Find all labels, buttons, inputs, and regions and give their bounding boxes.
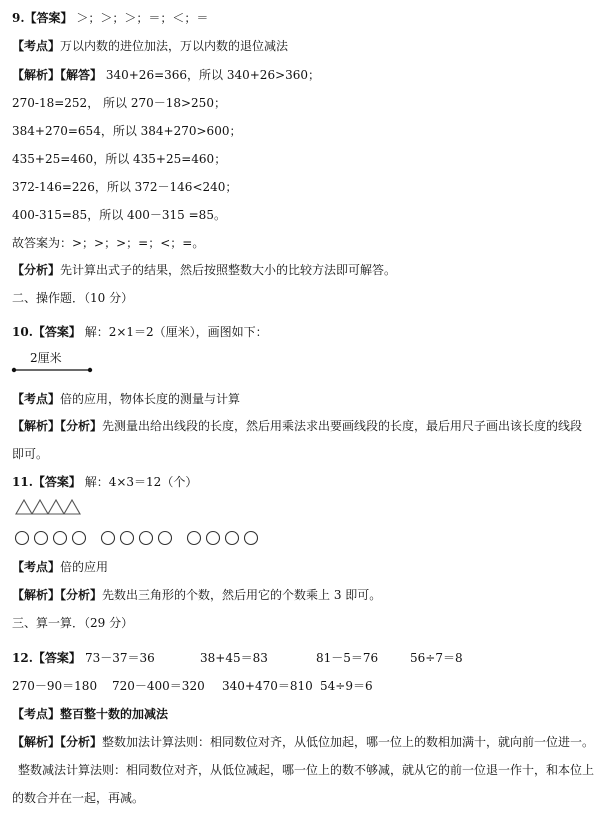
q10-kaodian-text: 倍的应用，物体长度的测量与计算 — [60, 392, 241, 406]
q9-answer — [12, 10, 208, 26]
q9-kaodian-text: 万以内数的进位加法，万以内数的退位减法 — [60, 39, 289, 53]
q11-kaodian-label: 【考点】 — [12, 560, 61, 574]
circle-shape — [102, 532, 115, 545]
q9-fenxi-text: 先计算出式子的结果，然后按照整数大小的比较方法即可解答。 — [60, 263, 397, 277]
q10-kaodian — [12, 391, 240, 407]
q12-kaodian — [12, 706, 168, 722]
q12-equation: 340+470＝810 — [222, 679, 313, 693]
line-segment-figure — [10, 365, 110, 375]
q12-equation: 54÷9＝6 — [320, 679, 373, 693]
q10-kaodian-label: 【考点】 — [12, 392, 61, 406]
circle-shape — [73, 532, 86, 545]
circle-shape — [35, 532, 48, 545]
q12-kaodian-label: 【考点】 — [12, 707, 61, 721]
circle-shape — [159, 532, 172, 545]
q9-fenxi-label: 【分析】 — [12, 263, 61, 277]
q11-kaodian-text: 倍的应用 — [60, 560, 109, 574]
circle-shape — [54, 532, 67, 545]
circle-shape — [245, 532, 258, 545]
circle-shape — [207, 532, 220, 545]
q12-jiexi — [12, 734, 594, 750]
q11-jiexi-text: 先数出三角形的个数，然后用它的个数乘上 3 即可。 — [102, 588, 382, 602]
q11-jiexi-label: 【解析】【分析】 — [12, 588, 103, 602]
q10-jiexi — [12, 412, 594, 468]
circle-shape — [121, 532, 134, 545]
section-2-title: 二、操作题．（10 分） — [12, 291, 134, 305]
triangles-figure — [14, 498, 134, 518]
q9-fenxi — [12, 262, 396, 278]
triangle-shape — [16, 500, 32, 514]
circle-shape — [226, 532, 239, 545]
q12-kaodian-text: 整百整十数的加减法 — [60, 707, 169, 721]
q12-equation: 81－5＝76 — [316, 651, 379, 665]
q10-jiexi-label: 【解析】【分析】 — [12, 419, 103, 433]
q11-answer-text: 解：4×3＝12（个） — [84, 475, 198, 489]
q10-answer — [12, 324, 268, 340]
section-3-title: 三、算一算．（29 分） — [12, 616, 134, 630]
q12-jiexi-text: 整数加法计算法则：相同数位对齐，从低位加起，哪一位上的数相加满十，就向前一位进一。 — [102, 735, 595, 749]
circles-figure — [14, 528, 294, 548]
q12-jiexi-subtraction: 整数减法计算法则：相同数位对齐，从低位减起，哪一位上的数不够减，就从它的前一位退一作十，和本位上的数合并在一起，再减。 — [12, 763, 595, 805]
q11-jiexi — [12, 587, 381, 603]
segment-endpoint — [12, 368, 16, 372]
q12-equation: 73－37＝36 — [85, 651, 155, 665]
q9-calc-line: 340+26=366，所以 340+26>360； — [105, 68, 321, 82]
q12-equation: 720－400＝320 — [112, 679, 205, 693]
q11-answer-label: 11.【答案】 — [12, 475, 81, 489]
q10-answer-text: 解：2×1＝2（厘米），画图如下： — [84, 325, 268, 339]
segment-label: 2厘米 — [30, 351, 62, 365]
q10-answer-label: 10.【答案】 — [12, 325, 81, 339]
q9-kaodian-label: 【考点】 — [12, 39, 61, 53]
q9-conclusion: 故答案为：>；>；>；=；<；=。 — [12, 236, 205, 250]
q11-answer — [12, 474, 197, 490]
q12-answer-label: 12.【答案】 — [12, 651, 81, 665]
q9-calc-line: 372-146=226，所以 372－146<240； — [12, 180, 238, 194]
circle-shape — [16, 532, 29, 545]
q9-calc-line: 435+25=460，所以 435+25=460； — [12, 152, 227, 166]
segment-endpoint — [88, 368, 92, 372]
triangle-shape — [32, 500, 48, 514]
q12-equation: 38+45＝83 — [200, 651, 268, 665]
circle-shape — [140, 532, 153, 545]
q10-jiexi-text: 先测量出给出线段的长度，然后用乘法求出要画线段的长度，最后用尺子画出该长度的线段即可。 — [12, 419, 583, 461]
q9-kaodian — [12, 38, 288, 54]
q9-jiexi — [12, 67, 320, 83]
q9-answer-text: ＞；＞；＞；＝；＜；＝ — [76, 11, 209, 25]
q12-equation: 56÷7＝8 — [410, 651, 463, 665]
triangle-shape — [48, 500, 64, 514]
q9-answer-label: 9.【答案】 — [12, 11, 73, 25]
q9-calc-line: 384+270=654，所以 384+270>600； — [12, 124, 242, 138]
q11-kaodian — [12, 559, 108, 575]
q9-calc-line: 400-315=85，所以 400－315 =85。 — [12, 208, 226, 222]
triangle-shape — [64, 500, 80, 514]
q9-jiexi-label: 【解析】【解答】 — [12, 68, 103, 82]
q9-calc-line: 270-18=252， 所以 270－18>250； — [12, 96, 226, 110]
q12-jiexi-label: 【解析】【分析】 — [12, 735, 103, 749]
q12-equation: 270－90＝180 — [12, 679, 98, 693]
circle-shape — [188, 532, 201, 545]
